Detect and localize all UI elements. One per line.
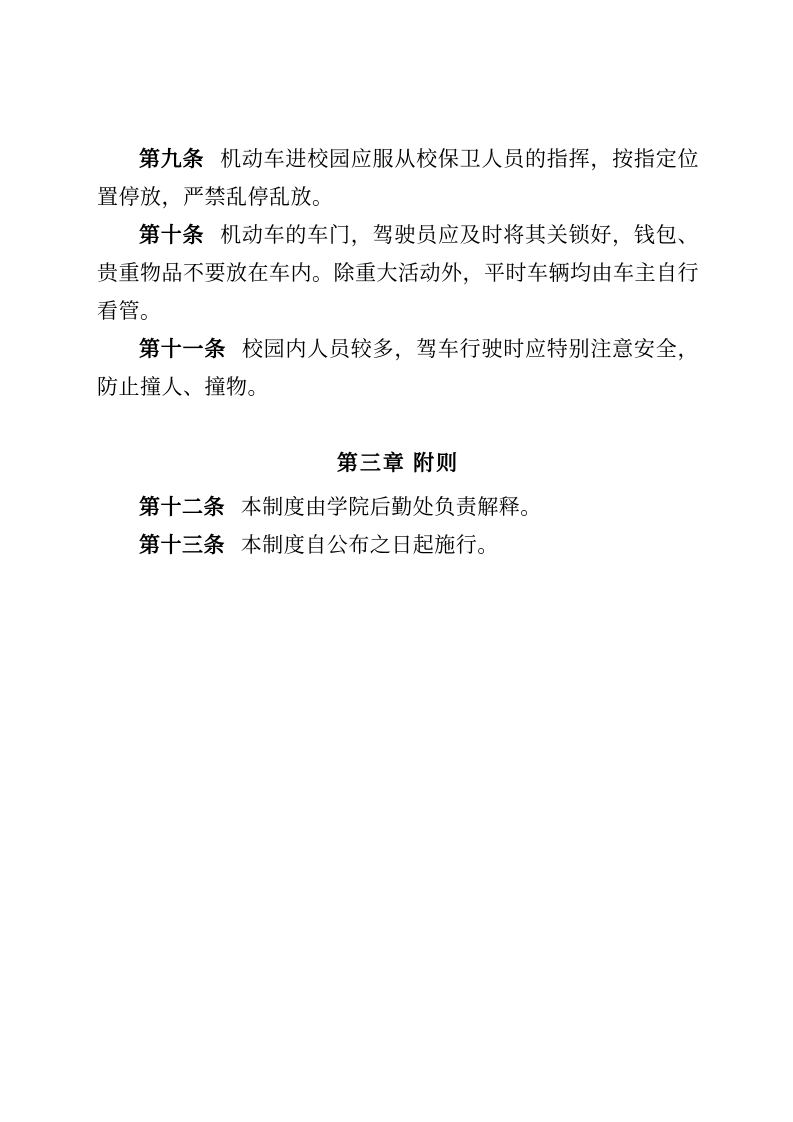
- article-9: [97, 140, 699, 216]
- article-12-text: 本制度由学院后勤处负责解释。: [240, 495, 542, 519]
- article-11: [97, 330, 699, 406]
- document-text-block: [97, 140, 699, 564]
- article-12-label: 第十二条: [139, 495, 225, 519]
- article-12: [97, 488, 699, 526]
- article-11-text: 校园内人员较多，驾车行驶时应特别注意安全，防止撞人、撞物。: [97, 337, 699, 399]
- article-10: [97, 216, 699, 330]
- article-10-text: 机动车的车门，驾驶员应及时将其关锁好，钱包、贵重物品不要放在车内。除重大活动外，平时车辆均由车主自行看管。: [97, 223, 699, 323]
- article-13-label: 第十三条: [139, 533, 225, 557]
- article-13-text: 本制度自公布之日起施行。: [240, 533, 499, 557]
- article-10-label: 第十条: [139, 223, 205, 247]
- article-11-label: 第十一条: [139, 337, 227, 361]
- article-9-label: 第九条: [139, 147, 205, 171]
- article-13: [97, 526, 699, 564]
- chapter-heading: 第三章 附则: [336, 451, 460, 475]
- article-9-text: 机动车进校园应服从校保卫人员的指挥，按指定位置停放，严禁乱停乱放。: [97, 147, 699, 209]
